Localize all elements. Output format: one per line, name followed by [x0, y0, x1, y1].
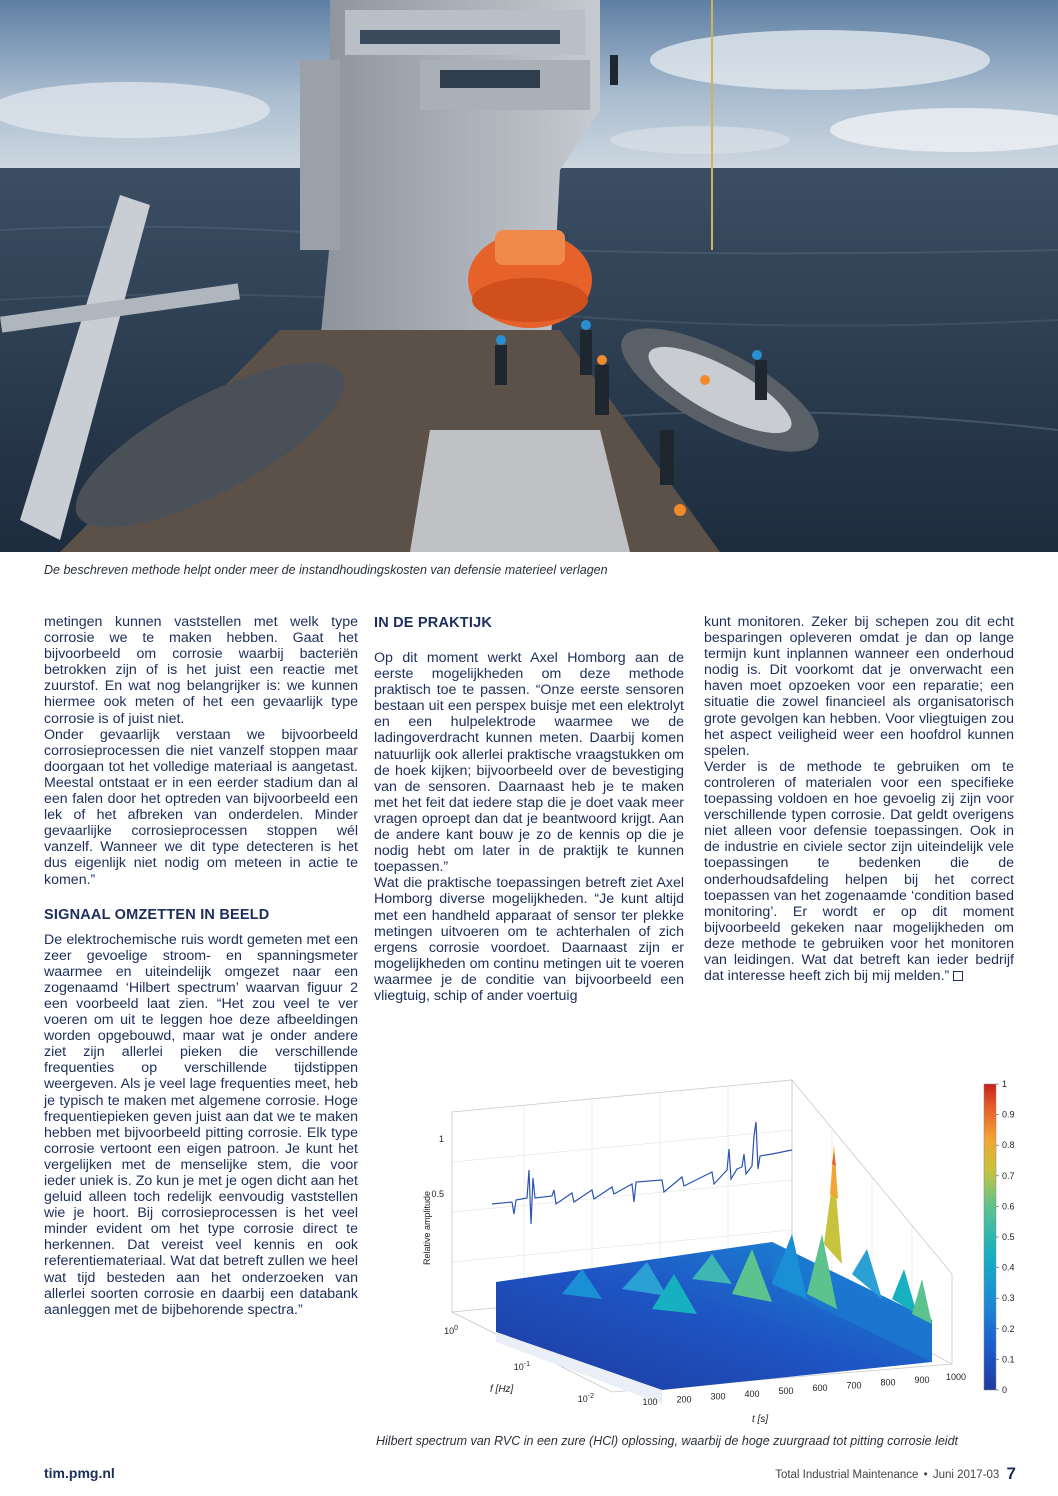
colorbar-tick-label: 0.8 — [1002, 1140, 1015, 1151]
colorbar-tick-label: 1 — [1002, 1079, 1008, 1089]
body-paragraph — [704, 759, 1014, 984]
body-paragraph: Op dit moment werkt Axel Homborg aan de eerste mogelijkheden om deze methode praktisch toe te passen. “Onze eerste sensoren bestaan uit een perspex buisje met een elektrolyt en een hulpelektrode waarmee we de ladingoverdracht kunnen meten. Daarbij komen natuurlijk ook allerlei praktische vraagstukken om de hoek kijken; bijvoorbeeld over de bevestiging van de sensoren. Daarnaast heb je te maken met het feit dat iedere stap die je doet vaak meer vragen oproept dan dat je beantwoord krijgt. Aan de andere kant bouw je zo de kennis op die je nodig hebt om later in de praktijk te kunnen toepassen.” — [374, 650, 684, 876]
colorbar-tick-label: 0.3 — [1002, 1293, 1015, 1304]
z-tick-label: 1 — [438, 1134, 444, 1144]
colorbar — [984, 1084, 996, 1390]
text-column-1 — [44, 614, 358, 1318]
text-column-2 — [374, 614, 684, 1004]
x-tick-label: 600 — [812, 1383, 828, 1394]
colorbar-tick-label: 0.1 — [1002, 1354, 1015, 1365]
colorbar-tick-label: 0.5 — [1002, 1232, 1015, 1242]
x-tick-label: 900 — [914, 1374, 930, 1385]
y-tick-label: $10^{-2}$ — [577, 1393, 594, 1404]
section-heading-praktijk: IN DE PRAKTIJK — [374, 615, 493, 631]
x-tick-label: 200 — [676, 1394, 692, 1405]
colorbar-tick-label: 0.9 — [1002, 1109, 1015, 1120]
colorbar-tick-label: 0 — [1002, 1385, 1008, 1395]
y-tick-label: $10^0$ — [444, 1325, 458, 1336]
section-heading-signaal: SIGNAAL OMZETTEN IN BEELD — [44, 906, 270, 923]
footer-publication — [775, 1464, 1016, 1484]
body-paragraph: Onder gevaarlijk verstaan we bijvoorbeeld corrosieprocessen die niet vanzelf stoppen maar doorgaan tot het volledige materiaal is aangetast. Meestal ontstaat er in een eerder stadium dan al een falen door het optreden van bijvoorbeeld een lek of het afbreken van onderdelen. Minder gevaarlijke corrosieprocessen stoppen wél vanzelf. Wanneer we dit type detecteren is het dus eigenlijk niet nodig om meteen in actie te komen.” — [44, 726, 358, 888]
y-axis-label: f [Hz] — [490, 1384, 514, 1395]
x-tick-label: 100 — [642, 1397, 658, 1408]
magazine-name: Total Industrial Maintenance — [775, 1469, 919, 1481]
colorbar-tick-label: 0.2 — [1002, 1323, 1015, 1334]
z-tick-label: 0.5 — [431, 1189, 444, 1199]
x-tick-label: 400 — [744, 1388, 760, 1399]
x-axis-label: t [s] — [752, 1414, 769, 1425]
body-paragraph: metingen kunnen vaststellen met welk type corrosie we te maken hebben. Gaat het bijvoorbeeld om corrosie waarbij bacteriën betrokken zijn of is het juist een reactie met zuurstof. En wat nog belangrijker is: we kunnen hiermee ook meten of het een gevaarlijk type corrosie is of juist niet. — [44, 614, 358, 727]
figure-caption: Hilbert spectrum van RVC in een zure (HCl) oplossing, waarbij de hoge zuurgraad tot pitting corrosie leidt — [376, 1434, 958, 1448]
website-link[interactable]: tim.pmg.nl — [44, 1465, 115, 1481]
body-paragraph: kunt monitoren. Zeker bij schepen zou dit echt besparingen opleveren omdat je dan op lange termijn kunt inplannen wanneer een onderhoud nodig is. Dit voorkomt dat je onverwacht een haven moet opzoeken voor een reparatie; een situatie die zowel financieel als organisatorisch grote gevolgen kan hebben. Voor vliegtuigen zou het aspect veiligheid weer een hoofdrol kunnen spelen. — [704, 614, 1014, 759]
x-tick-label: 500 — [778, 1386, 794, 1396]
z-axis-label: Relative amplitude — [422, 1190, 432, 1266]
footer-separator: • — [923, 1469, 928, 1481]
colorbar-tick-label: 0.7 — [1002, 1170, 1015, 1181]
issue-label: Juni 2017-03 — [932, 1469, 1000, 1481]
body-paragraph-text: Verder is de methode te gebruiken om te controleren of materialen voor een specifieke toepassing voldoen en hoe gevoelig zij zijn voor verschillende typen corrosie. Dat geldt overigens niet alleen voor defensie toepassingen. Ook in de industrie en civiele sector zijn uiteindelijk vele toepassingen te bedenken die de onderhoudsafdeling helpen bij het correct toepassen van het zogenaamde ‘condition based monitoring’. Er wordt er op dit moment bijvoorbeeld gekeken naar mogelijkheden om deze methode te gebruiken voor het monitoren van leidingen. Wat dat betreft kan ieder bedrijf dat interesse heeft zich bij mij melden.” — [704, 758, 1014, 985]
time-series-trace — [492, 1122, 792, 1224]
x-tick-label: 800 — [880, 1377, 896, 1388]
y-tick-label: $10^{-1}$ — [513, 1361, 530, 1372]
end-of-article-icon — [953, 971, 963, 981]
photo-caption: De beschreven methode helpt onder meer de instandhoudingskosten van defensie materieel verlagen — [44, 563, 608, 577]
colorbar-tick-label: 0.6 — [1002, 1201, 1015, 1212]
colorbar-tick-label: 0.4 — [1002, 1262, 1015, 1273]
text-column-3 — [704, 614, 1014, 984]
page-number: 7 — [1006, 1464, 1016, 1483]
x-tick-label: 1000 — [945, 1372, 967, 1382]
body-paragraph: De elektrochemische ruis wordt gemeten met een zeer gevoelige stroom- en spanningsmeter waarmee en uiteindelijk omgezet naar een zogenaamd ‘Hilbert spectrum’ waarvan figuur 2 een voorbeeld laat zien. “Het zou veel te ver voeren om uit te leggen hoe deze afbeeldingen worden opgebouwd, maar wat je onder andere ziet zijn allerlei pieken die verschillende frequenties op verschillende tijdstippen weergeven. Als je veel lage frequenties meet, heb je typisch te maken met algemene corrosie. Hoge frequentiepieken geven juist aan dat we te maken hebben met bijvoorbeeld pitting corrosie. Elk type corrosie vertoont een eigen patroon. Je kunt het vergelijken met de menselijke stem, die voor ieder uniek is. Zo kun je met je ogen dicht aan het geluid alleen toch redelijk eenvoudig vaststellen wie je hoort. Bij corrosieprocessen is het veel minder evident om het type corrosie direct te herkennen. Dat vereist veel kennis en ook referentiemateriaal. Wat dat betreft zullen we heel wat tijd besteden aan het onderzoeken van allerlei soorten corrosie en daarbij een databank aanleggen met de bijbehorende spectra.” — [44, 931, 358, 1318]
hero-photo — [0, 0, 1058, 552]
body-paragraph: Wat die praktische toepassingen betreft ziet Axel Homborg diverse mogelijkheden. “Je kunt altijd met een handheld apparaat of sensor ter plekke metingen uitvoeren om te achterhalen of zich ergens corrosie voordoet. Daarnaast zijn er mogelijkheden om continu metingen uit te voeren waarmee je de conditie van bijvoorbeeld een vliegtuig, schip of ander voertuig — [374, 875, 684, 1004]
hilbert-spectrum-chart — [412, 1074, 1024, 1434]
x-tick-label: 300 — [710, 1391, 726, 1402]
x-tick-label: 700 — [846, 1380, 862, 1391]
